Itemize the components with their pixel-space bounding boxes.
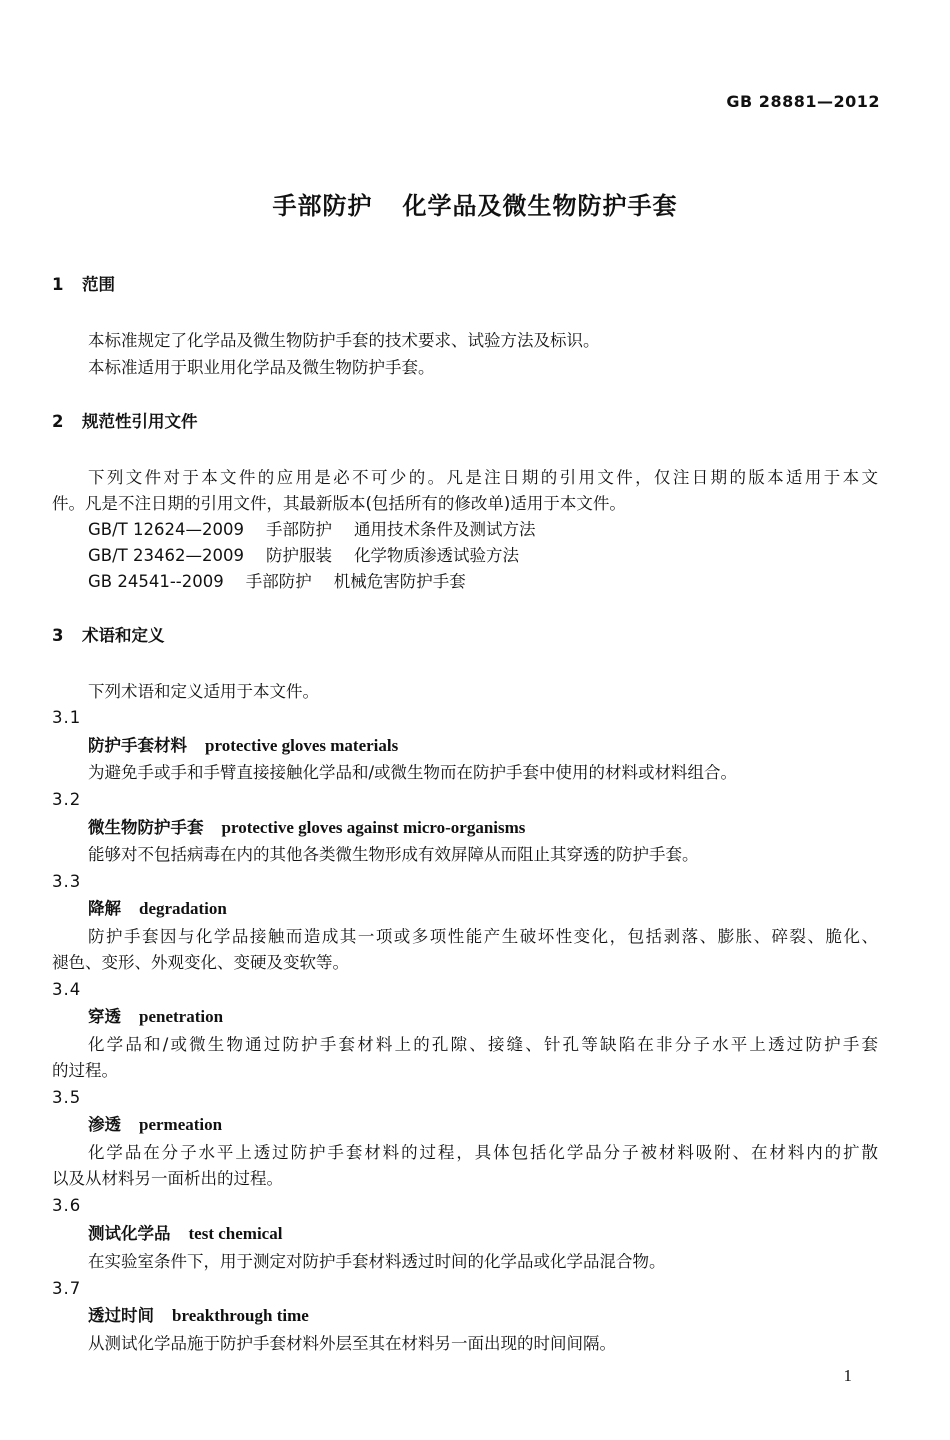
title-part1: 手部防护 bbox=[272, 192, 373, 220]
term-3-2-english: protective gloves against micro-organisms bbox=[221, 818, 526, 837]
section-3-title: 术语和定义 bbox=[82, 626, 165, 645]
reference-2-code: GB/T 23462—2009 bbox=[88, 546, 244, 565]
term-3-7-chinese: 透过时间 bbox=[88, 1306, 154, 1325]
term-3-1-chinese: 防护手套材料 bbox=[88, 736, 187, 755]
term-3-3-english: degradation bbox=[139, 899, 227, 918]
section-1-title: 范围 bbox=[82, 275, 115, 294]
term-3-4-english: penetration bbox=[139, 1007, 224, 1026]
section-2-number: 2 bbox=[52, 412, 64, 431]
term-3-5-chinese: 渗透 bbox=[88, 1115, 121, 1134]
term-3-6-heading bbox=[88, 1224, 282, 1244]
section-1-heading bbox=[52, 275, 115, 295]
term-3-1-number: 3.1 bbox=[52, 708, 82, 727]
reference-3-title-part2: 机械危害防护手套 bbox=[333, 572, 466, 591]
term-3-2-chinese: 微生物防护手套 bbox=[88, 818, 204, 837]
section-3-intro: 下列术语和定义适用于本文件。 bbox=[88, 682, 319, 701]
term-3-4-definition-line-1: 化学品和/或微生物通过防护手套材料上的孔隙、接缝、针孔等缺陷在非分子水平上透过防护手套 bbox=[88, 1035, 878, 1054]
term-3-7-english: breakthrough time bbox=[172, 1306, 309, 1325]
reference-1-code: GB/T 12624—2009 bbox=[88, 520, 244, 539]
term-3-5-english: permeation bbox=[139, 1115, 223, 1134]
section-1-paragraph-1: 本标准规定了化学品及微生物防护手套的技术要求、试验方法及标识。 bbox=[88, 331, 600, 350]
reference-1-title-part2: 通用技术条件及测试方法 bbox=[353, 520, 536, 539]
standard-number: GB 28881—2012 bbox=[726, 92, 880, 111]
term-3-4-number: 3.4 bbox=[52, 980, 82, 999]
section-2-paragraph-line-1: 下列文件对于本文件的应用是必不可少的。凡是注日期的引用文件，仅注日期的版本适用于本文 bbox=[88, 468, 878, 487]
section-1-paragraph-2: 本标准适用于职业用化学品及微生物防护手套。 bbox=[88, 358, 435, 377]
term-3-6-definition: 在实验室条件下，用于测定对防护手套材料透过时间的化学品或化学品混合物。 bbox=[88, 1252, 666, 1271]
reference-3-code: GB 24541--2009 bbox=[88, 572, 224, 591]
term-3-7-definition: 从测试化学品施于防护手套材料外层至其在材料另一面出现的时间间隔。 bbox=[88, 1334, 616, 1353]
term-3-6-english: test chemical bbox=[188, 1224, 283, 1243]
term-3-2-definition: 能够对不包括病毒在内的其他各类微生物形成有效屏障从而阻止其穿透的防护手套。 bbox=[88, 845, 699, 864]
term-3-1-heading bbox=[88, 736, 398, 756]
term-3-4-chinese: 穿透 bbox=[88, 1007, 121, 1026]
term-3-5-heading bbox=[88, 1115, 222, 1135]
term-3-1-definition: 为避免手或手和手臂直接接触化学品和/或微生物而在防护手套中使用的材料或材料组合。 bbox=[88, 763, 738, 782]
term-3-2-number: 3.2 bbox=[52, 790, 82, 809]
term-3-3-heading bbox=[88, 899, 227, 919]
reference-3 bbox=[88, 572, 466, 592]
term-3-5-definition-line-1: 化学品在分子水平上透过防护手套材料的过程，具体包括化学品分子被材料吸附、在材料内的扩散 bbox=[88, 1143, 878, 1162]
section-2-title: 规范性引用文件 bbox=[82, 412, 198, 431]
term-3-5-definition-line-2: 以及从材料另一面析出的过程。 bbox=[52, 1169, 283, 1188]
term-3-7-number: 3.7 bbox=[52, 1279, 82, 1298]
reference-1 bbox=[88, 520, 535, 540]
reference-2-title-part2: 化学物质渗透试验方法 bbox=[353, 546, 519, 565]
section-3-heading bbox=[52, 626, 165, 646]
section-3-number: 3 bbox=[52, 626, 64, 645]
term-3-6-number: 3.6 bbox=[52, 1196, 82, 1215]
term-3-4-heading bbox=[88, 1007, 223, 1027]
term-3-7-heading bbox=[88, 1306, 309, 1326]
reference-1-title-part1: 手部防护 bbox=[265, 520, 332, 539]
page-number: 1 bbox=[843, 1366, 852, 1385]
term-3-6-chinese: 测试化学品 bbox=[88, 1224, 171, 1243]
reference-2-title-part1: 防护服装 bbox=[265, 546, 332, 565]
reference-3-title-part1: 手部防护 bbox=[245, 572, 312, 591]
term-3-3-definition-line-2: 褪色、变形、外观变化、变硬及变软等。 bbox=[52, 953, 349, 972]
document-title bbox=[0, 186, 950, 221]
term-3-5-number: 3.5 bbox=[52, 1088, 82, 1107]
term-3-3-number: 3.3 bbox=[52, 872, 82, 891]
section-2-paragraph-line-2: 件。凡是不注日期的引用文件，其最新版本(包括所有的修改单)适用于本文件。 bbox=[52, 494, 626, 513]
term-3-1-english: protective gloves materials bbox=[205, 736, 399, 755]
term-3-4-definition-line-2: 的过程。 bbox=[52, 1061, 118, 1080]
reference-2 bbox=[88, 546, 519, 566]
term-3-3-definition-line-1: 防护手套因与化学品接触而造成其一项或多项性能产生破坏性变化，包括剥落、膨胀、碎裂、脆化、 bbox=[88, 927, 878, 946]
term-3-3-chinese: 降解 bbox=[88, 899, 121, 918]
section-2-heading bbox=[52, 412, 198, 432]
title-part2: 化学品及微生物防护手套 bbox=[402, 192, 678, 220]
section-1-number: 1 bbox=[52, 275, 64, 294]
term-3-2-heading bbox=[88, 818, 525, 838]
